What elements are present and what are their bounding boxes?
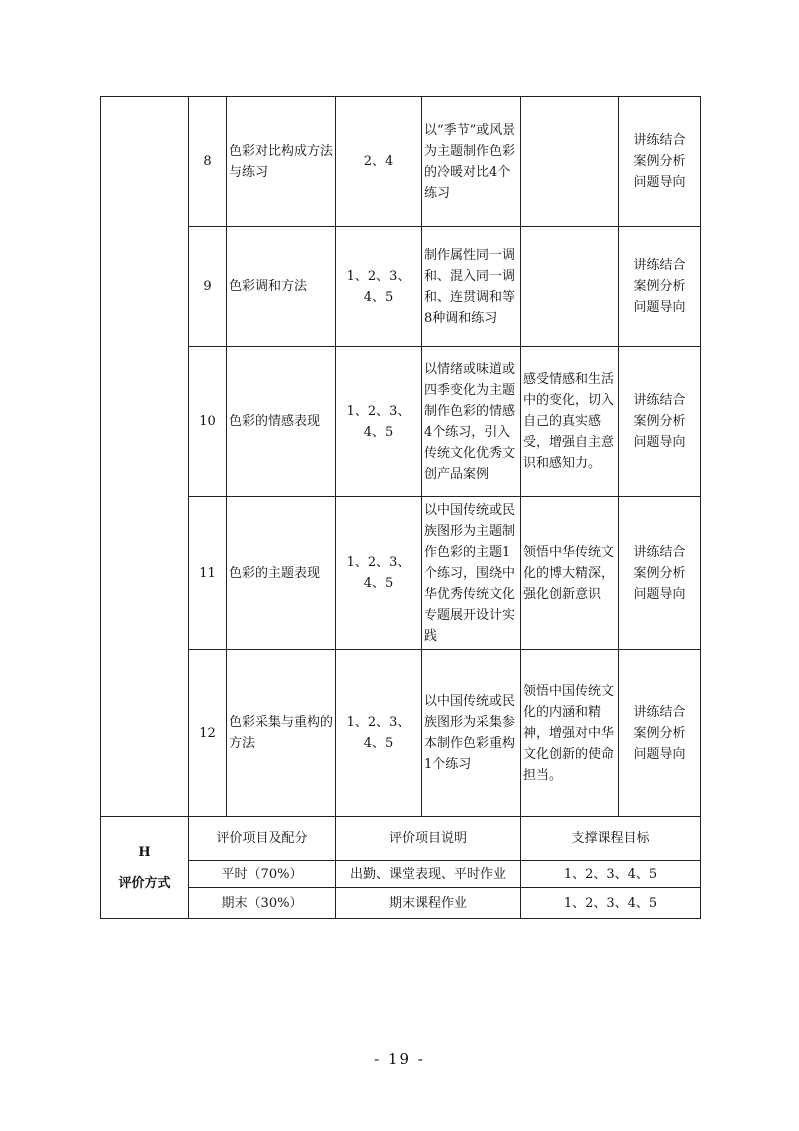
row-ideology bbox=[521, 227, 619, 347]
evaluation-header-row bbox=[101, 817, 701, 861]
course-schedule-table bbox=[100, 96, 701, 919]
section-letter: H bbox=[138, 844, 151, 860]
evaluation-row bbox=[101, 861, 701, 888]
method-line: 讲练结合 bbox=[633, 704, 686, 720]
row-method bbox=[619, 497, 701, 650]
evaluation-row bbox=[101, 888, 701, 919]
method-line: 问题导向 bbox=[633, 586, 686, 602]
row-topic: 色彩的主题表现 bbox=[227, 497, 336, 650]
row-number: 12 bbox=[189, 650, 227, 817]
row-topic: 色彩调和方法 bbox=[227, 227, 336, 347]
row-goals: 1、2、3、4、5 bbox=[336, 650, 422, 817]
row-topic: 色彩的情感表现 bbox=[227, 347, 336, 497]
row-content: 以“季节”或风景为主题制作色彩的冷暖对比4个练习 bbox=[422, 97, 521, 227]
method-line: 问题导向 bbox=[633, 175, 686, 190]
method-line: 问题导向 bbox=[633, 746, 686, 762]
method-line: 问题导向 bbox=[633, 435, 686, 450]
row-method bbox=[619, 347, 701, 497]
method-line: 案例分析 bbox=[633, 725, 686, 741]
evaluation-goals: 1、2、3、4、5 bbox=[521, 888, 701, 919]
row-topic: 色彩采集与重构的方法 bbox=[227, 650, 336, 817]
row-number: 10 bbox=[189, 347, 227, 497]
evaluation-desc: 期末课程作业 bbox=[336, 888, 521, 919]
row-ideology: 感受情感和生活中的变化，切入自己的真实感受，增强自主意识和感知力。 bbox=[521, 347, 619, 497]
merged-section-cell bbox=[101, 97, 189, 817]
evaluation-desc: 出勤、课堂表现、平时作业 bbox=[336, 861, 521, 888]
method-line: 案例分析 bbox=[633, 279, 686, 294]
evaluation-header-desc: 评价项目说明 bbox=[336, 817, 521, 861]
row-topic: 色彩对比构成方法与练习 bbox=[227, 97, 336, 227]
row-number: 9 bbox=[189, 227, 227, 347]
table-row bbox=[101, 97, 701, 227]
table-row bbox=[101, 227, 701, 347]
evaluation-goals: 1、2、3、4、5 bbox=[521, 861, 701, 888]
row-content: 以情绪或味道或四季变化为主题制作色彩的情感4个练习，引入传统文化优秀文创产品案例 bbox=[422, 347, 521, 497]
row-method bbox=[619, 227, 701, 347]
table-row bbox=[101, 347, 701, 497]
method-line: 案例分析 bbox=[633, 565, 686, 581]
evaluation-item: 期末（30%） bbox=[189, 888, 336, 919]
row-method bbox=[619, 97, 701, 227]
row-goals: 1、2、3、4、5 bbox=[336, 347, 422, 497]
table-row bbox=[101, 650, 701, 817]
section-title: 评价方式 bbox=[118, 875, 171, 891]
evaluation-item: 平时（70%） bbox=[189, 861, 336, 888]
page-number: - 19 - bbox=[374, 1050, 425, 1068]
row-content: 制作属性同一调和、混入同一调和、连贯调和等8种调和练习 bbox=[422, 227, 521, 347]
method-line: 讲练结合 bbox=[633, 544, 686, 560]
row-method bbox=[619, 650, 701, 817]
row-goals: 1、2、3、4、5 bbox=[336, 227, 422, 347]
method-line: 讲练结合 bbox=[633, 258, 686, 273]
evaluation-header-goals: 支撑课程目标 bbox=[521, 817, 701, 861]
row-content: 以中国传统或民族图形为采集参本制作色彩重构1个练习 bbox=[422, 650, 521, 817]
row-ideology: 领悟中华传统文化的博大精深，强化创新意识 bbox=[521, 497, 619, 650]
method-line: 案例分析 bbox=[633, 154, 686, 169]
method-line: 讲练结合 bbox=[633, 393, 686, 408]
table-row bbox=[101, 497, 701, 650]
method-line: 案例分析 bbox=[633, 414, 686, 429]
row-content: 以中国传统或民族图形为主题制作色彩的主题1个练习，围绕中华优秀传统文化专题展开设计实践 bbox=[422, 497, 521, 650]
evaluation-header-item: 评价项目及配分 bbox=[189, 817, 336, 861]
row-goals: 2、4 bbox=[336, 97, 422, 227]
row-ideology bbox=[521, 97, 619, 227]
method-line: 讲练结合 bbox=[633, 133, 686, 148]
evaluation-section-label bbox=[101, 817, 189, 919]
row-goals: 1、2、3、4、5 bbox=[336, 497, 422, 650]
method-line: 问题导向 bbox=[633, 300, 686, 315]
row-number: 8 bbox=[189, 97, 227, 227]
row-ideology: 领悟中国传统文化的内涵和精神，增强对中华文化创新的使命担当。 bbox=[521, 650, 619, 817]
row-number: 11 bbox=[189, 497, 227, 650]
